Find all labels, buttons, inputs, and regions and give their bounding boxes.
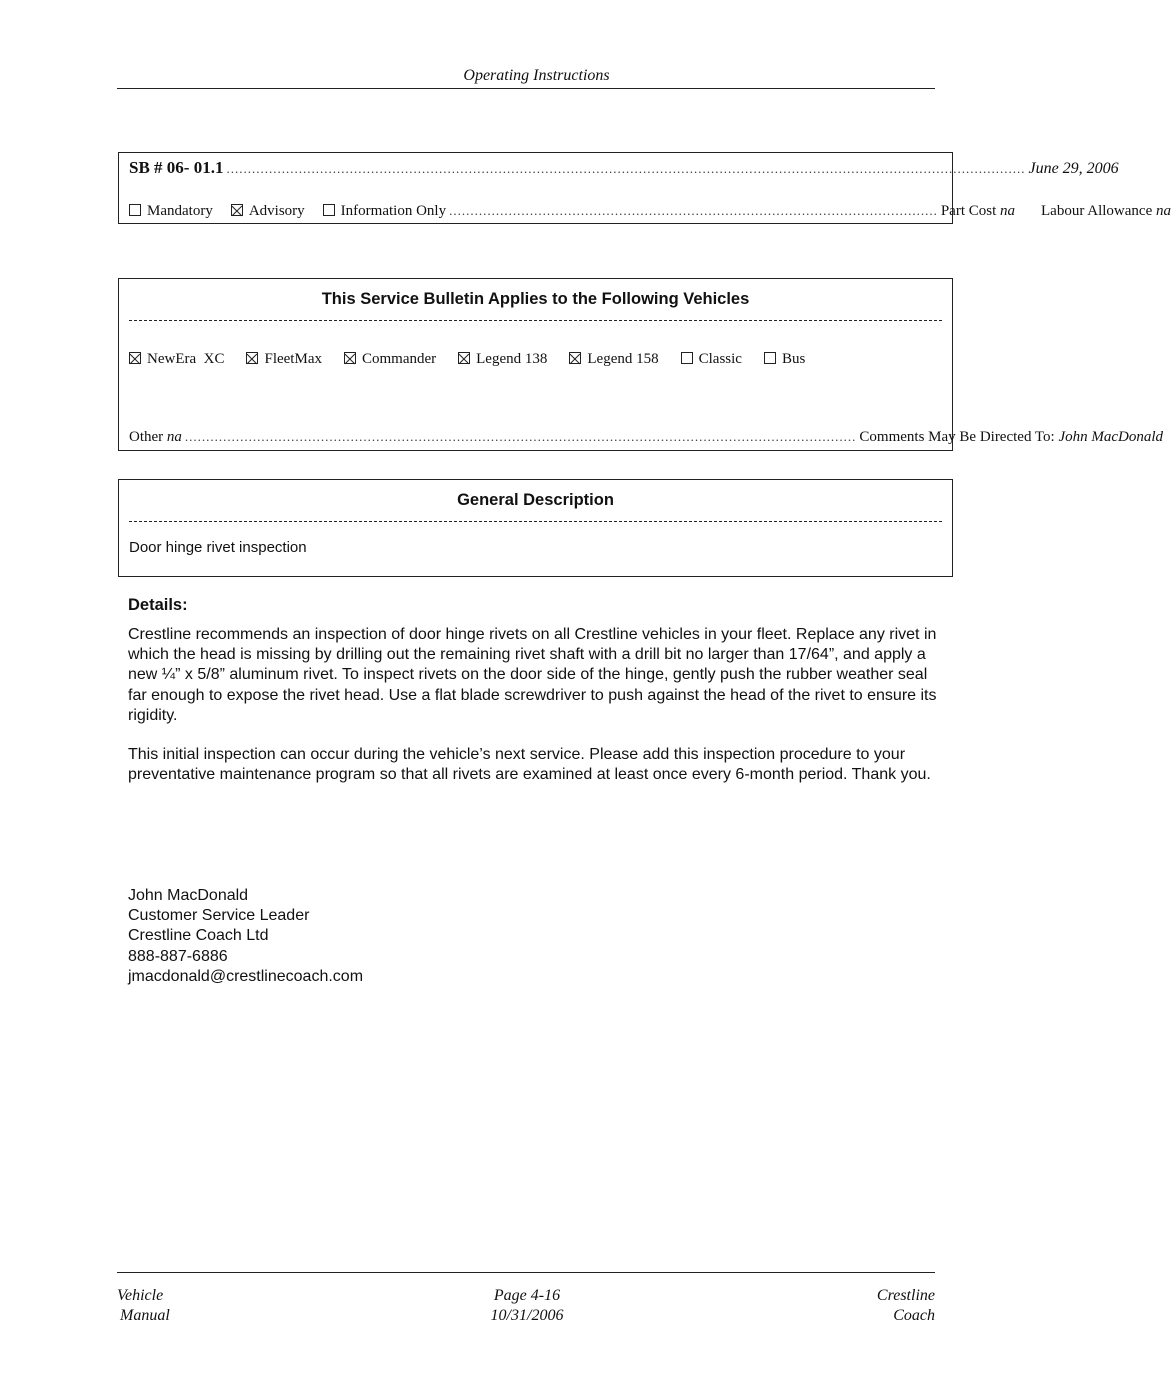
details-heading: Details: <box>128 596 188 614</box>
category-advisory[interactable]: Advisory <box>231 203 305 220</box>
vehicles-box <box>118 278 1164 451</box>
vehicle-legend-138[interactable]: Legend 138 <box>458 351 547 368</box>
classic-checkbox[interactable] <box>681 352 693 364</box>
category-information-only[interactable]: Information Only <box>323 203 446 220</box>
vehicle-classic[interactable]: Classic <box>681 351 742 368</box>
vehicle-bus[interactable]: Bus <box>764 351 805 368</box>
vehicle-legend-158[interactable]: Legend 158 <box>569 351 658 368</box>
general-description-box <box>118 479 953 577</box>
vehicle-fleetmax[interactable]: FleetMax <box>246 351 322 368</box>
bus-checkbox[interactable] <box>764 352 776 364</box>
footer-date: 10/31/2006 <box>490 1307 564 1324</box>
signature-title: Customer Service Leader <box>128 907 310 925</box>
footer-right-line1: Crestline <box>876 1287 935 1304</box>
footer-right-line2: Coach <box>893 1307 935 1324</box>
comments-contact: John MacDonald <box>1058 429 1164 445</box>
details-paragraph-2: This initial inspection can occur during the vehicle’s next service. Please add this inspection procedure to your preventative maintenance program so that all rivets are examined at least once every 6-month period. Thank you. <box>128 746 931 784</box>
legend-138-checkbox[interactable] <box>458 352 470 364</box>
other-comments-row <box>129 429 1164 446</box>
commander-checkbox[interactable] <box>344 352 356 364</box>
page-header-title: Operating Instructions <box>463 67 610 84</box>
vehicles-heading: This Service Bulletin Applies to the Following Vehicles <box>321 290 750 308</box>
comments-label: Comments May Be Directed To: <box>859 429 1055 445</box>
footer-left-line2: Manual <box>120 1307 170 1324</box>
bulletin-date: June 29, 2006 <box>1028 160 1119 177</box>
leader-dots: .............................................................................................................................................................. <box>184 429 857 444</box>
signature-block <box>128 886 363 987</box>
part-cost-label: Part Cost <box>940 203 997 219</box>
part-cost-value: na <box>1000 203 1016 219</box>
footer-left <box>117 1286 170 1326</box>
mandatory-checkbox[interactable] <box>129 204 141 216</box>
advisory-checkbox[interactable] <box>231 204 243 216</box>
other-value: na <box>166 429 182 445</box>
leader-dots: ............................................................................................................................................................................................ <box>226 161 1026 176</box>
footer-left-line1: Vehicle <box>117 1287 164 1304</box>
dashed-divider <box>129 320 942 321</box>
signature-company: Crestline Coach Ltd <box>128 927 269 945</box>
vehicle-commander[interactable]: Commander <box>344 351 436 368</box>
labour-allowance-value: na <box>1155 203 1171 219</box>
vehicle-newera-xc[interactable]: NewEra XC <box>129 351 224 368</box>
general-description-heading: General Description <box>457 491 614 509</box>
bulletin-number-row <box>129 158 1119 178</box>
signature-email[interactable]: jmacdonald@crestlinecoach.com <box>128 967 364 985</box>
footer-center <box>427 1286 627 1326</box>
footer-page-number: Page 4-16 <box>493 1287 561 1304</box>
category-mandatory[interactable]: Mandatory <box>129 203 213 220</box>
footer-right <box>735 1286 935 1326</box>
leader-dots: ................................................................................................................... <box>449 203 938 218</box>
signature-name: John MacDonald <box>128 887 249 904</box>
bulletin-box <box>118 152 1171 224</box>
other-label: Other <box>129 429 164 445</box>
vehicle-list <box>129 351 942 368</box>
details-paragraph-1: Crestline recommends an inspection of door hinge rivets on all Crestline vehicles in your fleet. Replace any rivet in which the head is missing by drilling out the remaining rivet shaft with a drill bit no larger than 17/64”, and apply a new ¼” x 5/8” aluminum rivet. To inspect rivets on the door side of the hinge, gently push the rubber weather seal far enough to expose the rivet head. Use a flat blade screwdriver to push against the head of the rivet to ensure its rigidity. <box>128 626 937 724</box>
dashed-divider <box>129 521 942 522</box>
newera-xc-checkbox[interactable] <box>129 352 141 364</box>
labour-allowance-label: Labour Allowance <box>1041 203 1153 219</box>
information-only-checkbox[interactable] <box>323 204 335 216</box>
footer-rule <box>117 1272 935 1273</box>
signature-phone: 888-887-6886 <box>128 947 228 965</box>
bulletin-category-row <box>129 203 1171 220</box>
legend-158-checkbox[interactable] <box>569 352 581 364</box>
header-rule <box>117 88 935 89</box>
bulletin-number: SB # 06- 01.1 <box>129 158 224 177</box>
general-description-text: Door hinge rivet inspection <box>129 539 307 556</box>
fleetmax-checkbox[interactable] <box>246 352 258 364</box>
